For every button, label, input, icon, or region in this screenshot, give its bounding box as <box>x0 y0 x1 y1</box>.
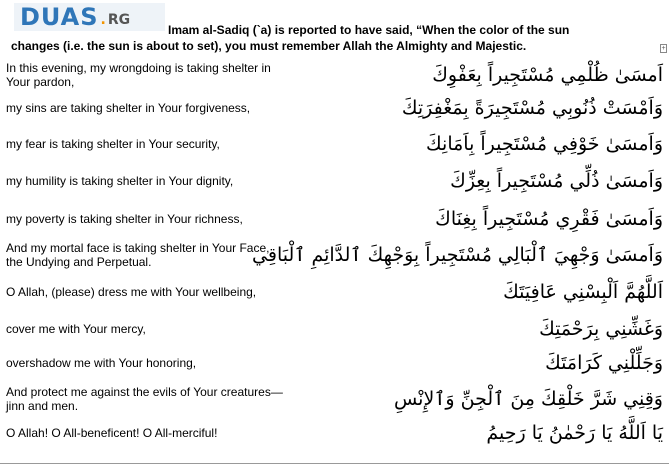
arabic-text: وَاَمْسَتْ ذُنُوبِي مُسْتَجِيرَةً بِمَغْفِرَتِكَ <box>401 97 663 119</box>
duas-org-logo[interactable] <box>14 3 165 31</box>
arabic-text: يَا اَللَّهُ يَا رَحْمٰنُ يَا رَحِيمُ <box>486 422 663 444</box>
table-move-handle-icon[interactable]: + <box>661 45 666 52</box>
arabic-text: وَقِنِي شَرَّ خَلْقِكَ مِنَ ٱلْجِنِّ وَٱلإِنْسِ <box>393 388 663 410</box>
intro-text <box>11 22 658 54</box>
arabic-text: اَللَّهُمَّ اَلْبِسْنِي عَافِيَتَكَ <box>503 281 663 303</box>
english-text: my poverty is taking shelter in Your richness, <box>6 212 243 226</box>
arabic-text: اَمسَىٰ ظُلْمِي مُسْتَجِيراً بِعَفْوِكَ <box>432 64 663 86</box>
table-row <box>0 418 669 448</box>
english-text: O Allah, (please) dress me with Your wellbeing, <box>6 285 257 299</box>
intro-line-2: changes (i.e. the sun is about to set), you must remember Allah the Almighty and Majestic. <box>11 39 527 53</box>
english-text: And protect me against the evils of Your creatures—jinn and men. <box>6 385 283 413</box>
table-row <box>0 90 669 126</box>
english-text: And my mortal face is taking shelter in Your Face, the Undying and Perpetual. <box>6 241 270 269</box>
bottom-divider <box>0 463 669 464</box>
logo-text: DUAS <box>20 3 99 31</box>
arabic-text: وَاَمسَىٰ ذُلِّي مُسْتَجِيراً بِعِزِّكَ <box>450 170 663 192</box>
english-text: overshadow me with Your honoring, <box>6 356 197 370</box>
arabic-text: وَجَلِّلْنِي كَرَامَتَكَ <box>545 352 663 374</box>
supplication-table <box>0 60 669 448</box>
intro-line-1: Imam al-Sadiq (`a) is reported to have said, “When the color of the sun <box>168 23 570 37</box>
table-row <box>0 162 669 200</box>
logo-suffix: RG <box>107 12 131 28</box>
english-text: cover me with Your mercy, <box>6 322 146 336</box>
table-row <box>0 346 669 380</box>
table-row <box>0 312 669 346</box>
arabic-text: وَغَشِّنِي بِرَحْمَتِكَ <box>539 318 663 340</box>
english-text: my sins are taking shelter in Your forgiveness, <box>6 101 251 115</box>
table-row <box>0 126 669 162</box>
logo-dot: . <box>100 12 106 28</box>
table-row <box>0 238 669 272</box>
table-row <box>0 380 669 418</box>
table-row <box>0 272 669 312</box>
arabic-text: وَاَمسَىٰ خَوْفِي مُسْتَجِيراً بِاَمَانِكَ <box>426 133 663 155</box>
table-row <box>0 60 669 90</box>
english-text: my fear is taking shelter in Your security, <box>6 137 220 151</box>
arabic-text: وَاَمسَىٰ فَقْرِي مُسْتَجِيراً بِغِنَاكَ <box>435 208 663 230</box>
table-row <box>0 200 669 238</box>
english-text: my humility is taking shelter in Your dignity, <box>6 174 234 188</box>
english-text: In this evening, my wrongdoing is taking shelter in Your pardon, <box>6 61 271 89</box>
arabic-text: وَاَمسَىٰ وَجْهِيَ ٱلْبَالِي مُسْتَجِيراً بِوَجْهِكَ ٱلدَّائِمِ ٱلْبَاقِي <box>252 244 663 266</box>
english-text: O Allah! O All-beneficent! O All-merciful! <box>6 426 218 440</box>
